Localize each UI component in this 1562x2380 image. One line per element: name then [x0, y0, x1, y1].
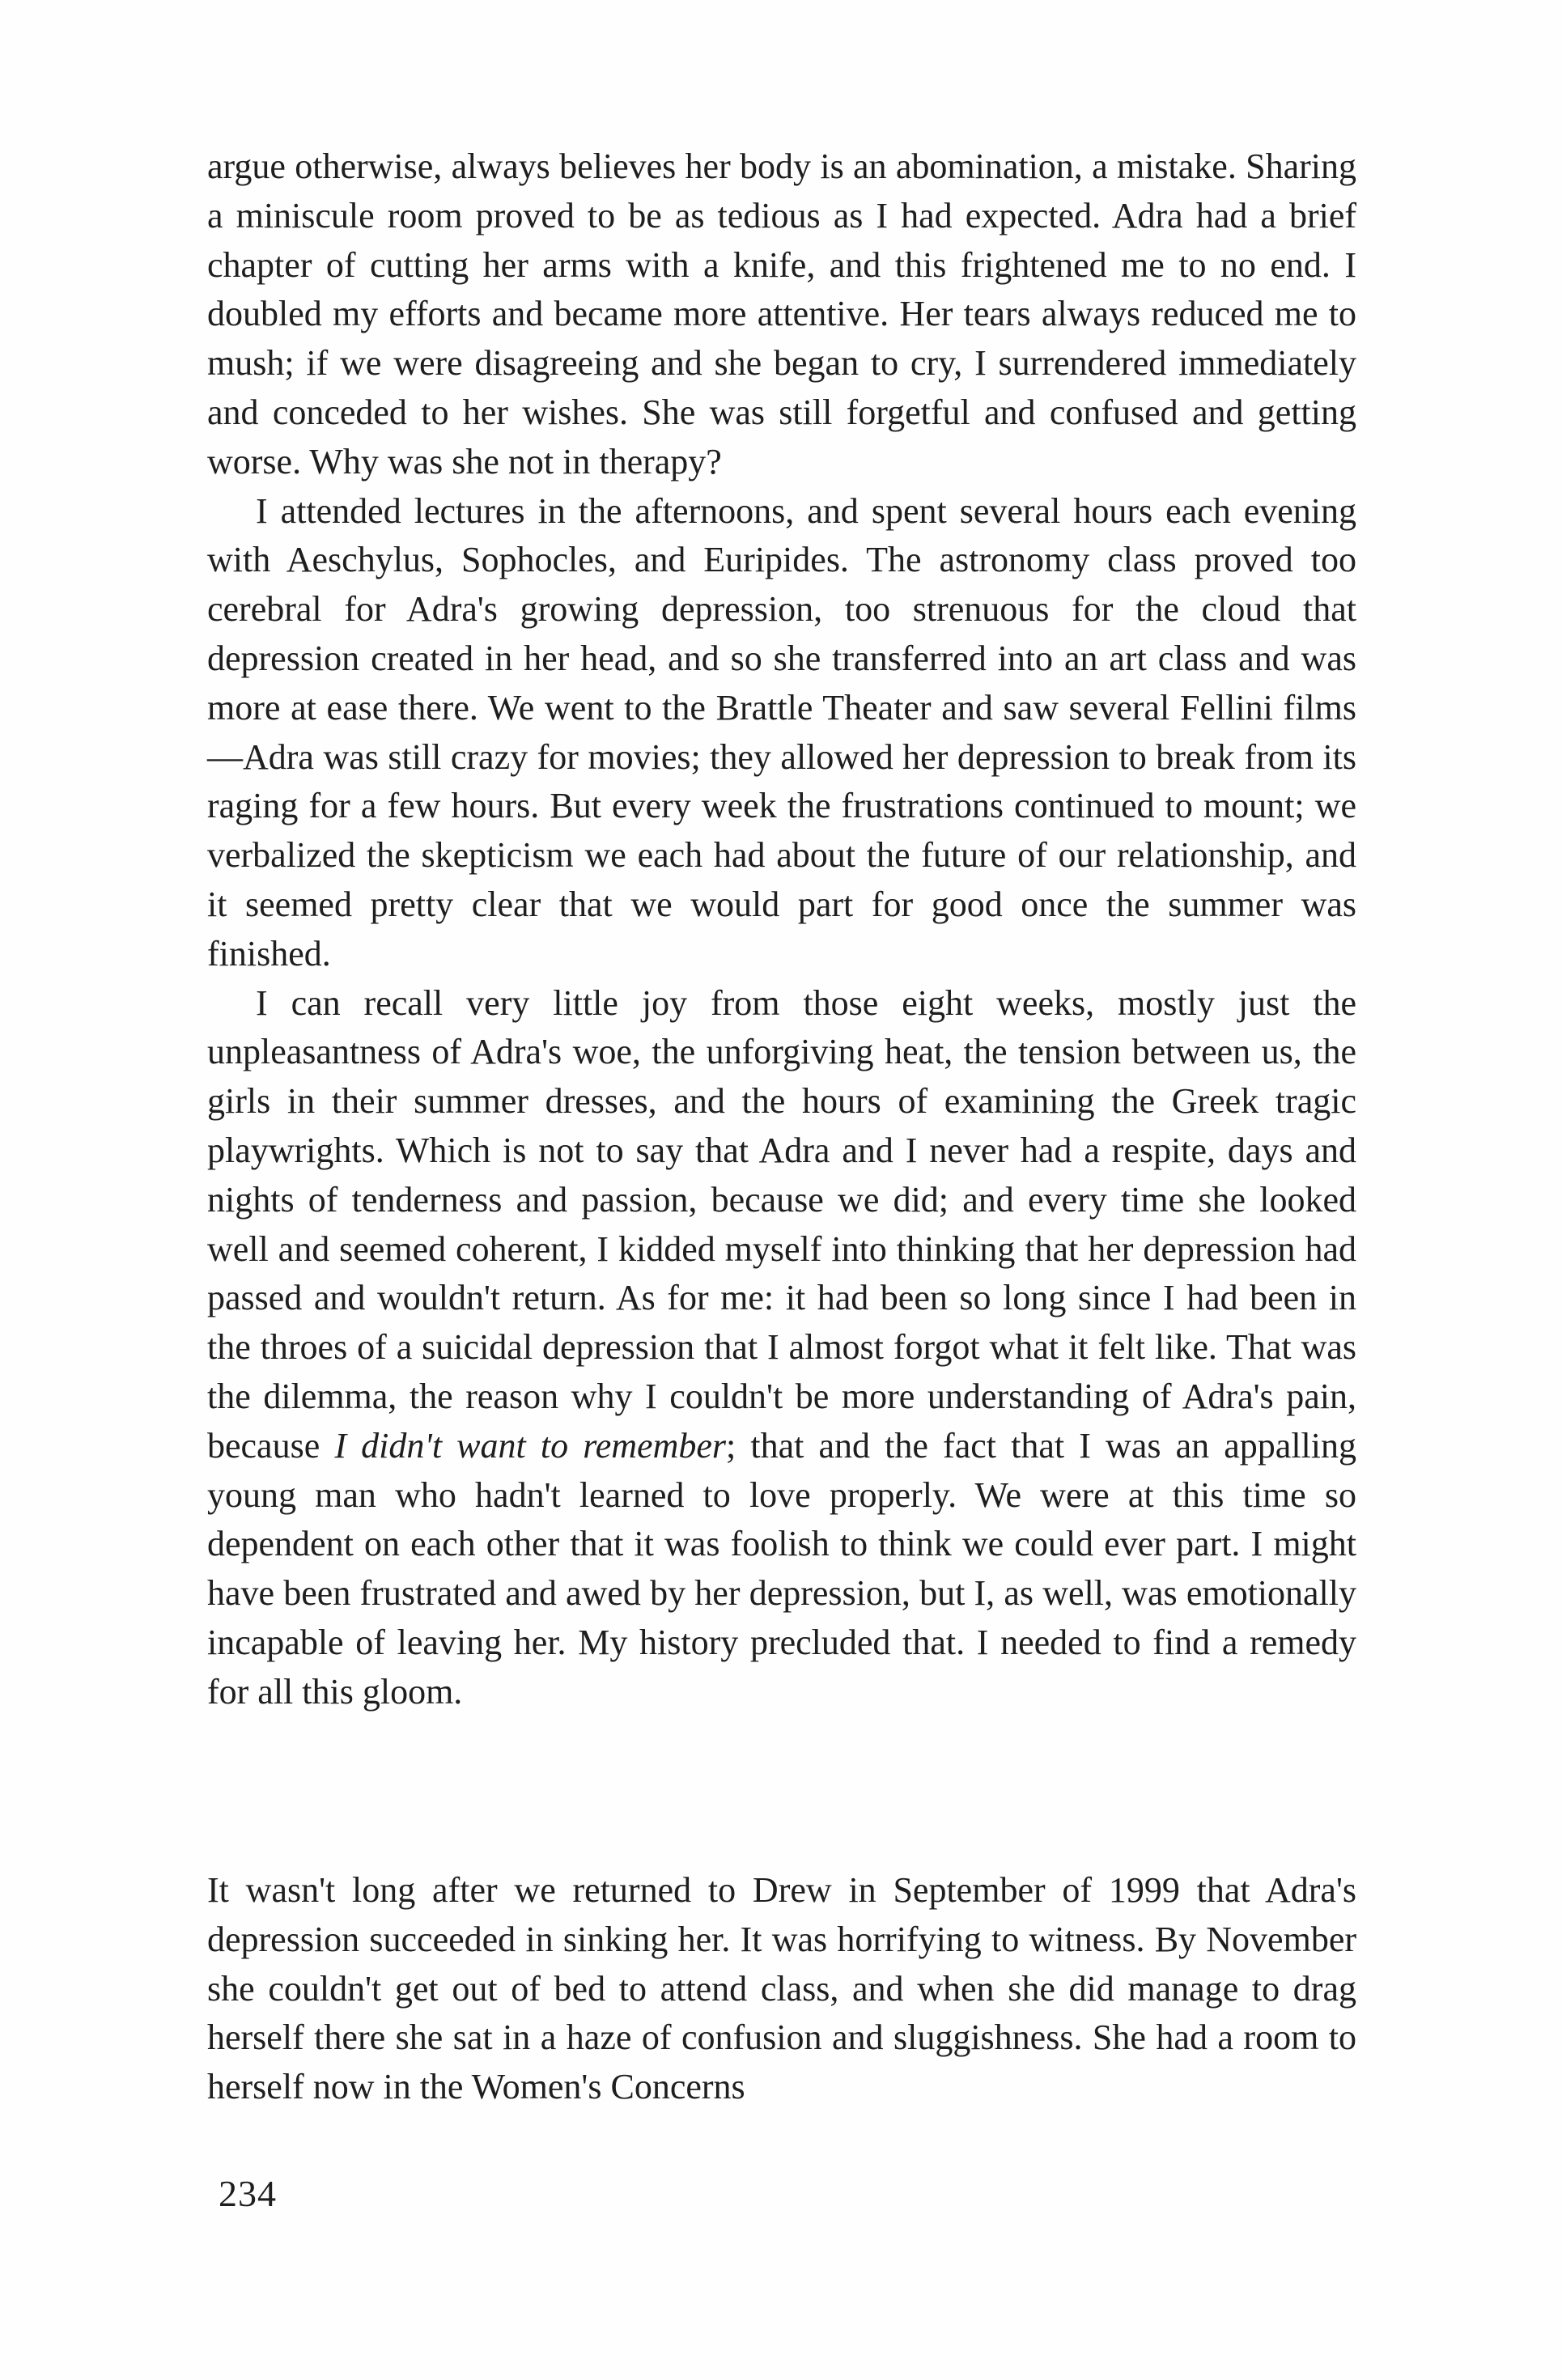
paragraph-joy-text-end: ; that and the fact that I was an appalling young man who hadn't learned to love properly. We were at this time so dependent on each other that it was foolish to think we could ever part. I might have been frustrated and awed by her depression, but I, as well, was emotionally incapable of leaving her. My history precluded that. I needed to find a remedy for all this gloom. — [207, 1425, 1357, 1712]
paragraph-september: It wasn't long after we returned to Drew in September of 1999 that Adra's depression succeeded in sinking her. It was horrifying to witness. By November she couldn't get out of bed to attend class, and when she did manage to drag herself there she sat in a haze of confusion and sluggishness. She had a room to herself now in the Women's Concerns — [207, 1870, 1356, 2107]
text-section-2 — [207, 1866, 1356, 2112]
paragraph-lectures: I attended lectures in the afternoons, and spent several hours each evening with Aeschylus, Sophocles, and Euripides. The astronomy class proved too cerebral for Adra's growing depression, too strenuous for the cloud that depression created in her head, and so she transferred into an art class and was more at ease there. We went to the Brattle Theater and saw several Fellini films—Adra was still crazy for movies; they allowed her depression to break from its raging for a few hours. But every week the frustrations continued to mount; we verbalized the skepticism we each had about the future of our relationship, and it seemed pretty clear that we would part for good once the summer was finished. — [207, 490, 1356, 974]
italic-phrase: I didn't want to remember — [334, 1425, 727, 1466]
paragraph-joy-text-start: I can recall very little joy from those eight weeks, mostly just the unpleasantness of Adra's woe, the unforgiving heat, the tension between us, the girls in their summer dresses, and the hours of examining the Greek tragic playwrights. Which is not to say that Adra and I never had a respite, days and nights of tenderness and passion, because we did; and every time she looked well and seemed coherent, I kidded myself into thinking that her depression had passed and wouldn't return. As for me: it had been so long since I had been in the throes of a suicidal depression that I almost forgot what it felt like. That was the dilemma, the reason why I couldn't be more understanding of Adra's pain, because — [207, 982, 1356, 1466]
text-section-1 — [207, 142, 1356, 1717]
paragraph-joy — [207, 979, 1356, 1717]
paragraph-continued: argue otherwise, always believes her body is an abomination, a mistake. Sharing a miniscule room proved to be as tedious as I had expected. Adra had a brief chapter of cutting her arms with a knife, and this frightened me to no end. I doubled my efforts and became more attentive. Her tears always reduced me to mush; if we were disagreeing and she began to cry, I surrendered immediately and conceded to her wishes. She was still forgetful and confused and getting worse. Why was she not in therapy? — [207, 146, 1356, 482]
page-number: 234 — [219, 2173, 277, 2214]
